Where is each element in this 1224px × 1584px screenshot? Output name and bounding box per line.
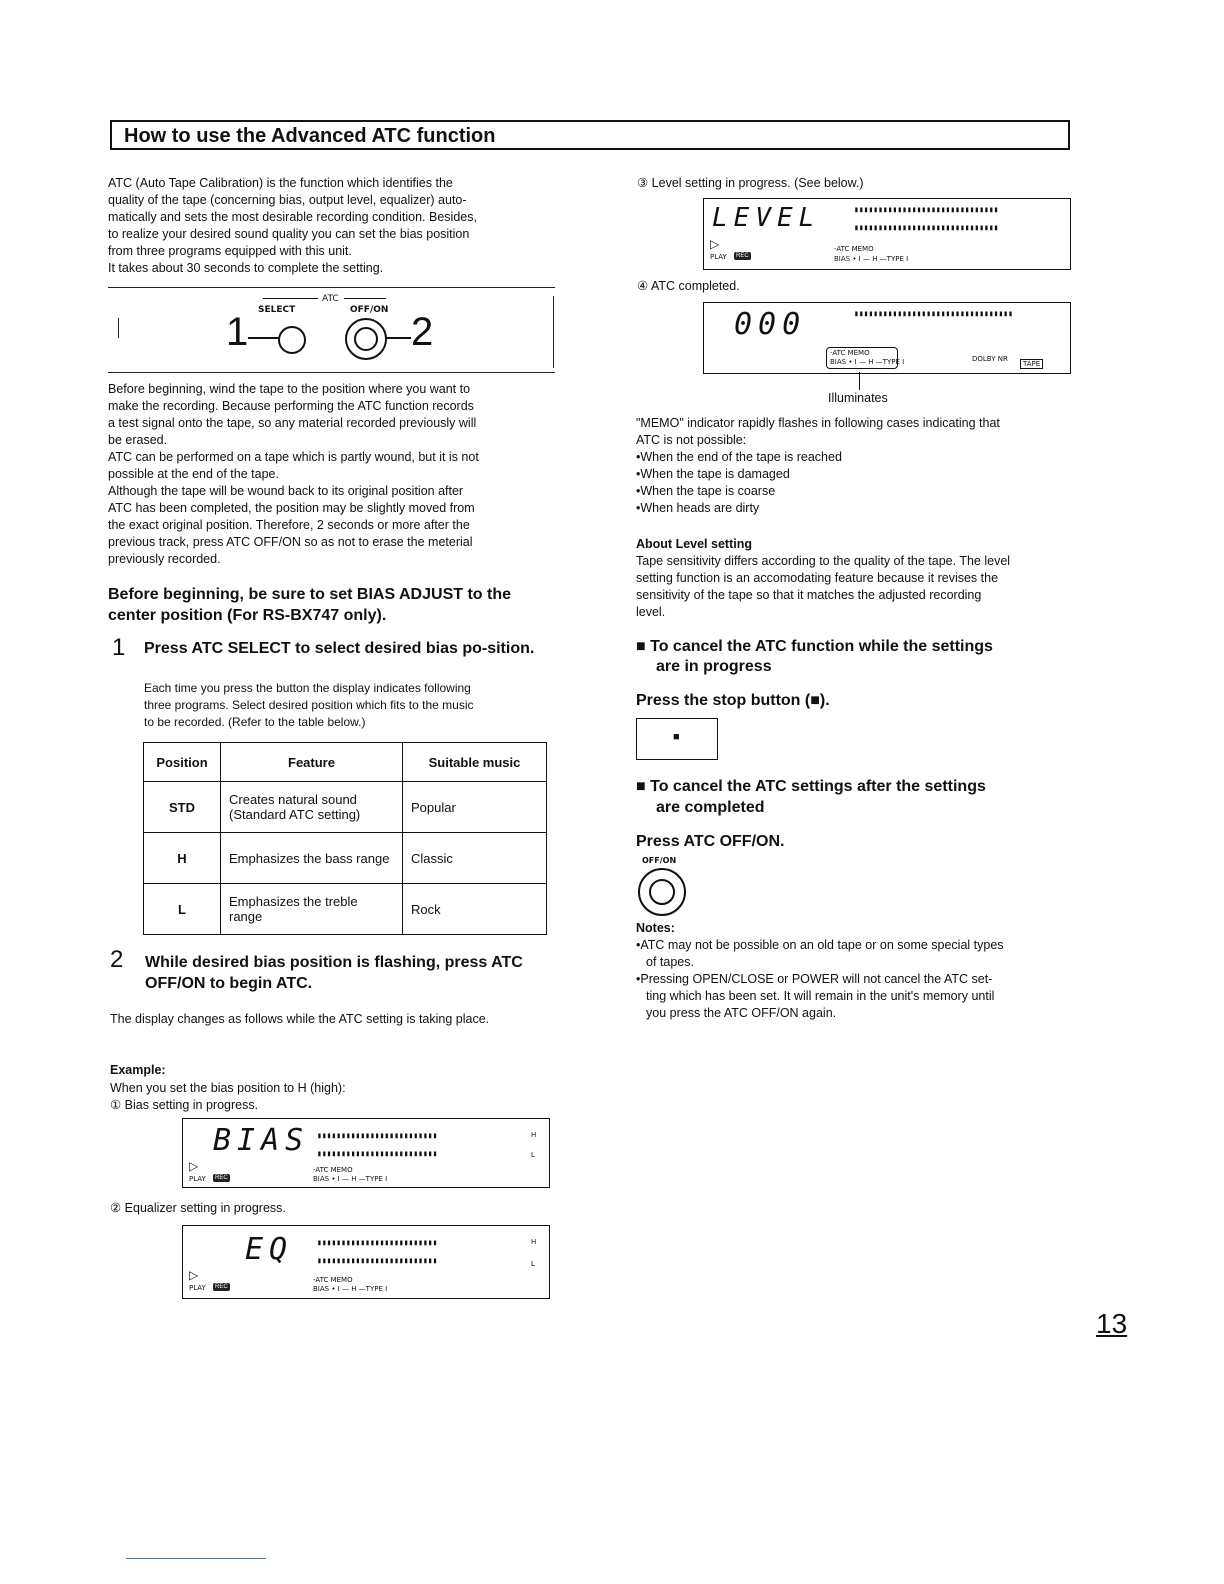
callout-2-line <box>385 337 411 339</box>
lcd-segment-text: LEVEL <box>712 203 821 233</box>
lcd-level-meter: ▮▮▮▮▮▮▮▮▮▮▮▮▮▮▮▮▮▮▮▮▮▮▮▮▮▮▮▮▮▮▮▮▮ <box>854 309 1013 318</box>
offon-label: OFF/ON <box>350 305 389 315</box>
panel-edge <box>553 296 554 368</box>
example-item-4: ④ ATC completed. <box>637 279 740 293</box>
callout-1: 1 <box>226 310 249 354</box>
bias-adjust-note: Before beginning, be sure to set BIAS ADJUST to the center position (For RS-BX747 only). <box>108 586 511 624</box>
example-item-2: ② Equalizer setting in progress. <box>110 1201 286 1215</box>
about-level-heading: About Level setting <box>636 537 752 551</box>
lcd-level-meter: ▮▮▮▮▮▮▮▮▮▮▮▮▮▮▮▮▮▮▮▮▮▮▮▮▮ <box>317 1131 438 1140</box>
lcd-rec-label: REC <box>215 1284 228 1290</box>
lcd-rec-label: REC <box>215 1175 228 1181</box>
cancel-during-action: Press the stop button (■). <box>636 692 830 709</box>
lcd-bias-type: BIAS • I — H —TYPE I <box>313 1285 388 1293</box>
lcd-l-label: L <box>531 1260 535 1268</box>
lcd-level-display <box>703 198 1071 270</box>
lcd-play-label: PLAY <box>710 253 727 261</box>
callout-1-line <box>248 337 280 339</box>
table-row: H Emphasizes the bass range Classic <box>144 833 547 884</box>
atc-line-right <box>344 298 386 299</box>
example-label: Example: <box>110 1063 166 1077</box>
step-1-heading: Press ATC SELECT to select desired bias po-sition. <box>144 640 535 657</box>
atc-label: ATC <box>322 294 339 304</box>
atc-offon-button-inner <box>649 879 675 905</box>
lcd-bias-type: BIAS • I — H —TYPE I <box>830 358 905 366</box>
cancel-after-heading: ■ To cancel the ATC settings after the settings <box>636 778 986 795</box>
list-item: •When heads are dirty <box>636 501 760 515</box>
lcd-level-meter: ▮▮▮▮▮▮▮▮▮▮▮▮▮▮▮▮▮▮▮▮▮▮▮▮▮ <box>317 1238 438 1247</box>
cancel-during-heading: ■ To cancel the ATC function while the settings <box>636 638 993 655</box>
table-header: Suitable music <box>403 743 547 782</box>
lcd-bias-type: BIAS • I — H —TYPE I <box>313 1175 388 1183</box>
stop-icon: ■ <box>673 731 680 743</box>
step-2-heading: While desired bias position is flashing, press ATC OFF/ON to begin ATC. <box>145 954 523 992</box>
select-button[interactable] <box>278 326 306 354</box>
example-item-3: ③ Level setting in progress. (See below.) <box>637 176 864 190</box>
footer-rule <box>126 1558 266 1559</box>
list-item: •When the end of the tape is reached <box>636 450 842 464</box>
about-level-section: About Level setting Tape sensitivity differs according to the quality of the tape. The level setting function is an accomodating feature because it revises the sensitivity of the tape so that it matches the adjusted recording level. <box>636 536 1076 621</box>
example-intro: When you set the bias position to H (high): <box>110 1081 346 1095</box>
panel-edge-left <box>118 318 119 338</box>
lcd-l-label: L <box>531 1151 535 1159</box>
lcd-segment-text: EQ <box>245 1232 294 1267</box>
lcd-play-label: PLAY <box>189 1175 206 1183</box>
stop-button[interactable] <box>636 718 718 760</box>
divider <box>108 372 555 373</box>
list-item: •When the tape is coarse <box>636 484 776 498</box>
step-2-number: 2 <box>110 946 124 973</box>
play-arrow-icon: ▷ <box>189 1159 199 1173</box>
step-1-text: Each time you press the button the display indicates following three programs. Select desired position which fits to the music to be recorded. (Refer to the table below.) <box>144 681 474 729</box>
illuminates-label: Illuminates <box>828 391 888 405</box>
notes-heading: Notes: <box>636 921 675 935</box>
lcd-atc-memo: -ATC MEMO <box>830 349 870 357</box>
lcd-atc-memo: -ATC MEMO <box>313 1166 353 1174</box>
lcd-atc-memo: -ATC MEMO <box>834 245 874 253</box>
before-text: Before beginning, wind the tape to the position where you want to make the recording. Because performing the ATC function records a test signal onto the tape, so any material recorded previously will be erased. ATC can be performed on a tape which is partly wound, but it is not possible at the end of the tape. Although the tape will be wound back to its original position after ATC has been completed, the position may be slightly moved from the exact original position. Therefore, 2 seconds or more after the previous track, press ATC OFF/ON so as not to erase the meterial previously recorded. <box>108 382 479 566</box>
example-item-1: ① Bias setting in progress. <box>110 1098 259 1112</box>
offon-button[interactable] <box>345 318 387 360</box>
lcd-level-meter: ▮▮▮▮▮▮▮▮▮▮▮▮▮▮▮▮▮▮▮▮▮▮▮▮▮ <box>317 1149 438 1158</box>
section-title-box <box>110 120 1070 150</box>
play-arrow-icon: ▷ <box>710 237 720 251</box>
lcd-level-meter: ▮▮▮▮▮▮▮▮▮▮▮▮▮▮▮▮▮▮▮▮▮▮▮▮▮▮▮▮▮▮ <box>854 205 999 214</box>
lcd-bias-display <box>182 1118 550 1188</box>
lcd-level-meter: ▮▮▮▮▮▮▮▮▮▮▮▮▮▮▮▮▮▮▮▮▮▮▮▮▮▮▮▮▮▮ <box>854 223 999 232</box>
notes-section: Notes: •ATC may not be possible on an old tape or on some special types of tapes. •Pressing OPEN/CLOSE or POWER will not cancel the ATC set- ting which has been set. It will remain in the unit's memory until you press the ATC OFF/ON again. <box>636 920 1076 1022</box>
illuminates-pointer <box>859 372 860 390</box>
lcd-h-label: H <box>531 1131 537 1139</box>
page-number: 13 <box>1096 1308 1128 1339</box>
play-arrow-icon: ▷ <box>189 1268 199 1282</box>
list-item: •Pressing OPEN/CLOSE or POWER will not cancel the ATC set- <box>636 972 993 986</box>
section-title: How to use the Advanced ATC function <box>124 125 496 147</box>
table-row: L Emphasizes the treble range Rock <box>144 884 547 935</box>
lcd-h-label: H <box>531 1238 537 1246</box>
step-2-text: The display changes as follows while the ATC setting is taking place. <box>110 1012 490 1026</box>
table-header: Position <box>144 743 221 782</box>
lcd-tape-label: TAPE <box>1020 359 1043 369</box>
cancel-after-action: Press ATC OFF/ON. <box>636 833 785 850</box>
cancel-after-heading-2: are completed <box>656 799 765 816</box>
offon-small-label: OFF/ON <box>642 856 677 865</box>
lcd-complete-display <box>703 302 1071 374</box>
lcd-atc-memo: -ATC MEMO <box>313 1276 353 1284</box>
lcd-segment-text: BIAS <box>213 1123 310 1158</box>
table-header: Feature <box>221 743 403 782</box>
atc-line-left <box>263 298 318 299</box>
lcd-bias-type: BIAS • I — H —TYPE I <box>834 255 909 263</box>
lcd-segment-text: 000 <box>734 307 807 342</box>
bias-table <box>143 742 547 935</box>
memo-text: "MEMO" indicator rapidly flashes in following cases indicating that ATC is not possible: •When the end of the tape is reached •When the tape is damaged •When the tape is coarse •When heads are dirty <box>636 415 1076 517</box>
step-1-number: 1 <box>112 634 126 661</box>
atc-offon-button[interactable] <box>638 868 686 916</box>
cancel-during-heading-2: are in progress <box>656 658 772 675</box>
offon-button-inner <box>354 327 378 351</box>
lcd-play-label: PLAY <box>189 1284 206 1292</box>
callout-2: 2 <box>411 310 434 354</box>
lcd-eq-display <box>182 1225 550 1299</box>
button-panel-illustration <box>108 288 555 370</box>
list-item: •ATC may not be possible on an old tape or on some special types <box>636 938 1004 952</box>
intro-text: ATC (Auto Tape Calibration) is the function which identifies the quality of the tape (concerning bias, output level, equalizer) auto- matically and sets the most desirable recording condition. Besides, to realize your desired sound quality you can set the bias position from three programs equipped with this unit. It takes about 30 seconds to complete the setting. <box>108 176 477 275</box>
lcd-level-meter: ▮▮▮▮▮▮▮▮▮▮▮▮▮▮▮▮▮▮▮▮▮▮▮▮▮ <box>317 1256 438 1265</box>
lcd-rec-label: REC <box>736 253 749 259</box>
list-item: •When the tape is damaged <box>636 467 790 481</box>
table-row: STD Creates natural sound (Standard ATC setting) Popular <box>144 782 547 833</box>
select-label: SELECT <box>258 305 296 315</box>
lcd-dolby-label: DOLBY NR <box>972 355 1008 363</box>
